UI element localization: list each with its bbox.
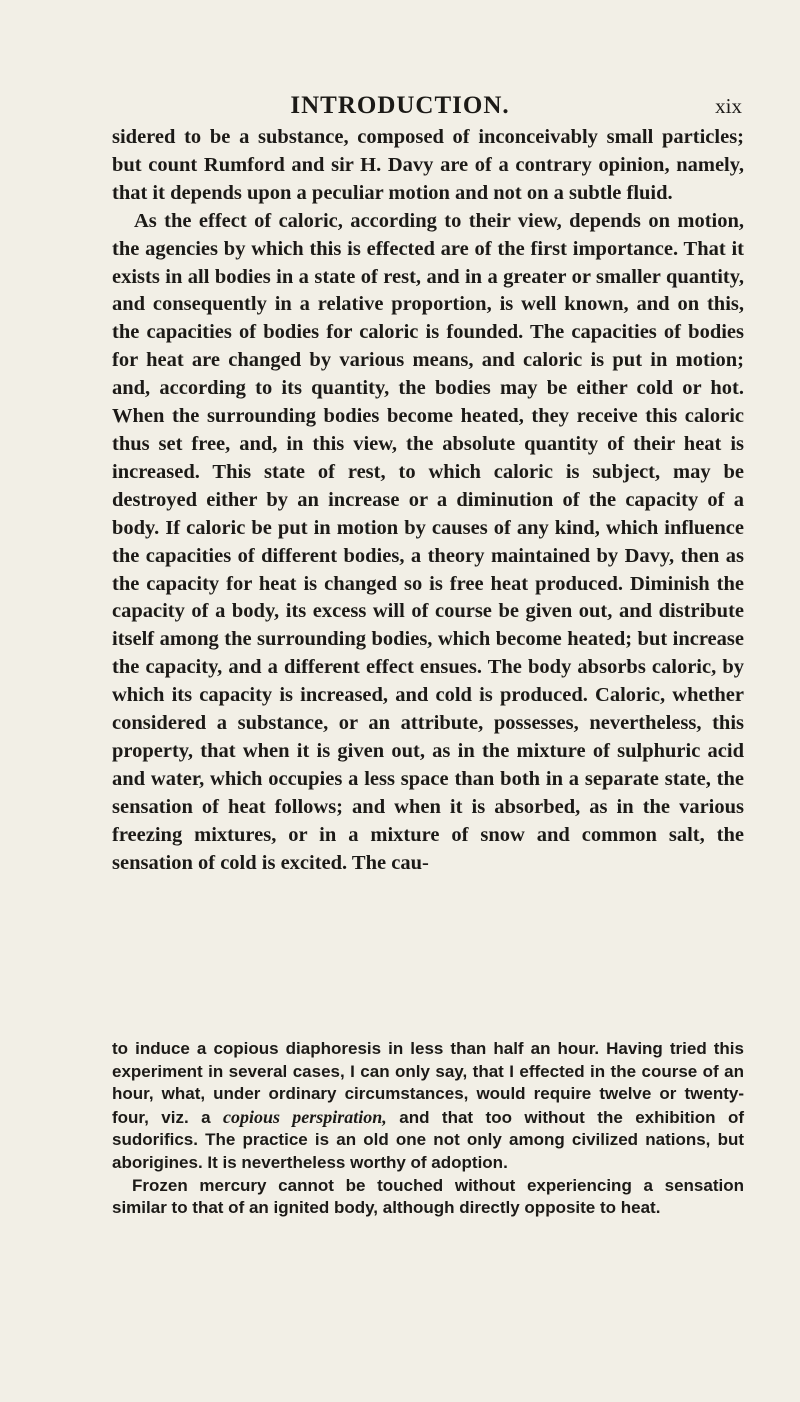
footnote-paragraph-1 [112, 1038, 744, 1175]
body-paragraph-2: As the effect of caloric, according to their view, depends on motion, the agencies by which this is effected are of the first importance. That it exists in all bodies in a state of rest, and in a greater or smaller quantity, and consequently in a relative proportion, is well known, and on this, the capacities of bodies for caloric is founded. The capacities of bodies for heat are changed by various means, and caloric is put in motion; and, according to its quantity, the bodies may be either cold or hot. When the surrounding bodies become heated, they receive this caloric thus set free, and, in this view, the absolute quantity of their heat is increased. This state of rest, to which caloric is subject, may be destroyed either by an increase or a diminution of the capacity of a body. If caloric be put in motion by causes of any kind, which influence the capacities of different bodies, a theory maintained by Davy, then as the capacity for heat is changed so is free heat produced. Diminish the capacity of a body, its excess will of course be given out, and distribute itself among the surrounding bodies, which become heated; but increase the capacity, and a different effect ensues. The body absorbs caloric, by which its capacity is increased, and cold is produced. Caloric, whether considered a substance, or an attribute, possesses, nevertheless, this property, that when it is given out, as in the mixture of sulphuric acid and water, which occupies a less space than both in a separate state, the sensation of heat follows; and when it is absorbed, as in the various freezing mixtures, or in a mixture of snow and common salt, the sensation of cold is excited. The cau- [112, 209, 744, 874]
page-number: xix [715, 94, 742, 118]
running-head [0, 92, 800, 122]
footnote [112, 1038, 744, 1220]
footnote-paragraph-2: Frozen mercury cannot be touched without experiencing a sensation similar to that of an ignited body, although directly opposite to heat. [112, 1175, 744, 1218]
footnote-text-start: to induce a copious diaphoresis in less than half an hour. Having tried this experiment in several cases, I can only say, that I effected in the course of an hour, what, under ordinary circumstances, would require twelve or twenty-four, viz. a [112, 1039, 744, 1127]
footnote-text-end: and that too without the exhibition of sudorifics. The practice is an old one not only among civilized nations, but aborigines. It is nevertheless worthy of adoption. [112, 1107, 744, 1172]
footnote-italic-phrase: copious perspiration, [223, 1106, 387, 1127]
body-text [112, 124, 744, 877]
header-title: INTRODUCTION. [290, 92, 510, 119]
body-paragraph-1: sidered to be a substance, composed of inconceivably small particles; but count Rumford and sir H. Davy are of a contrary opinion, namely, that it depends upon a peculiar motion and not on a subtle fluid. [112, 126, 744, 204]
